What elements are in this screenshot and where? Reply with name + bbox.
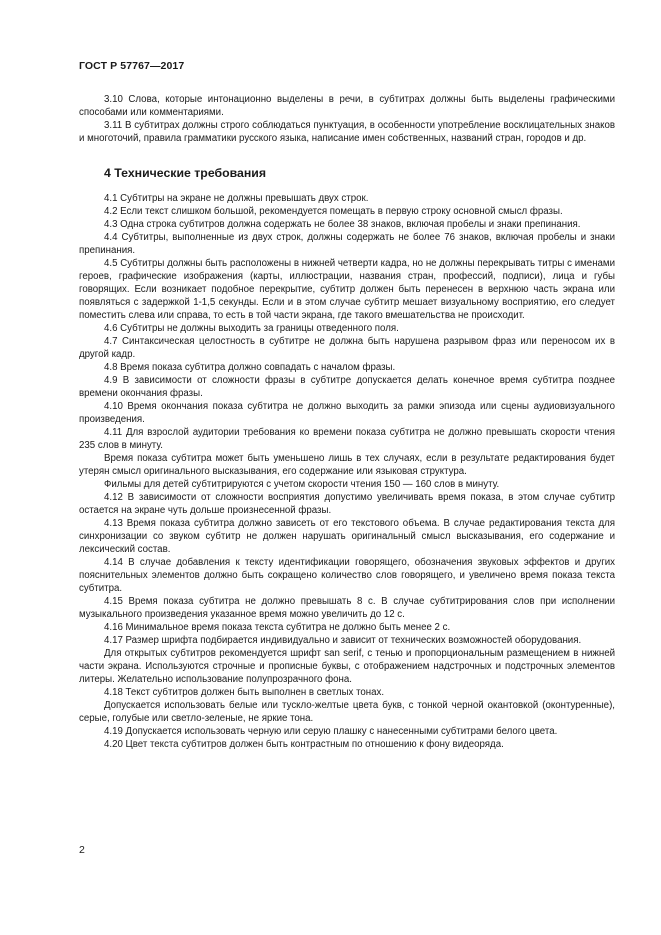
paragraph-4-1: 4.1 Субтитры на экране не должны превышать двух строк. bbox=[104, 193, 369, 204]
paragraph-4-18: 4.18 Текст субтитров должен быть выполнен в светлых тонах. bbox=[104, 687, 385, 698]
paragraph-4-20: 4.20 Цвет текста субтитров должен быть контрастным по отношению к фону видеоряда. bbox=[104, 739, 504, 750]
intro-block bbox=[79, 93, 615, 145]
paragraph-4-11-note-2: Фильмы для детей субтитрируются с учетом скорости чтения 150 — 160 слов в минуту. bbox=[104, 479, 500, 490]
paragraph-4-3: 4.3 Одна строка субтитров должна содержать не более 38 знаков, включая пробелы и знаки препинания. bbox=[104, 219, 581, 230]
paragraph-4-17-note: Для открытых субтитров рекомендуется шрифт san serif, с тенью и пропорциональным размещением в нижней части экрана. Используются строчные и прописные буквы, с отображением надстрочных и подстрочных элементов литеры. Желательно использование полупрозрачного фона. bbox=[79, 648, 615, 685]
page-body bbox=[79, 93, 615, 751]
page-number: 2 bbox=[79, 844, 85, 856]
paragraph-4-6: 4.6 Субтитры не должны выходить за границы отведенного поля. bbox=[104, 323, 399, 334]
paragraph-4-4: 4.4 Субтитры, выполненные из двух строк, должны содержать не более 76 знаков, включая пробелы и знаки препинания. bbox=[79, 232, 615, 256]
paragraph-4-11-note-1: Время показа субтитра может быть уменьшено лишь в тех случаях, если в результате редактирования будет утерян смысл оригинального высказывания, его содержание или языковая структура. bbox=[79, 453, 615, 477]
paragraph-3-11: 3.11 В субтитрах должны строго соблюдаться пунктуация, в особенности употребление восклицательных знаков и многоточий, правила грамматики русского языка, написание имен собственных, названий стран, городов и др. bbox=[79, 120, 615, 144]
paragraph-4-7: 4.7 Синтаксическая целостность в субтитре не должна быть нарушена разрывом фраз или переносом их в другой кадр. bbox=[79, 336, 615, 360]
paragraph-4-2: 4.2 Если текст слишком большой, рекомендуется помещать в первую строку основной смысл фразы. bbox=[104, 206, 563, 217]
paragraph-4-9: 4.9 В зависимости от сложности фразы в субтитре допускается делать конечное время субтитра позднее времени окончания фразы. bbox=[79, 375, 615, 399]
paragraph-4-12: 4.12 В зависимости от сложности восприятия допустимо увеличивать время показа, в этом случае субтитр остается на экране чуть дольше произнесенной фразы. bbox=[79, 492, 615, 516]
paragraph-4-19: 4.19 Допускается использовать черную или серую плашку с нанесенными субтитрами белого цвета. bbox=[104, 726, 558, 737]
paragraph-3-10: 3.10 Слова, которые интонационно выделены в речи, в субтитрах должны быть выделены графическими способами или комментариями. bbox=[79, 94, 615, 118]
paragraph-4-10: 4.10 Время окончания показа субтитра не должно выходить за рамки эпизода или сцены аудиовизуального произведения. bbox=[79, 401, 615, 425]
section-4-body bbox=[79, 192, 615, 751]
section-title: 4 Технические требования bbox=[104, 166, 266, 180]
document-code-header: ГОСТ Р 57767—2017 bbox=[79, 60, 185, 72]
paragraph-4-15: 4.15 Время показа субтитра не должно превышать 8 с. В случае субтитрирования слов при исполнении музыкального произведения указанное время можно увеличить до 12 с. bbox=[79, 596, 615, 620]
paragraph-4-14: 4.14 В случае добавления к тексту идентификации говорящего, обозначения звуковых эффектов и других пояснительных элементов должно быть сокращено количество слов говорящего, и увеличено время показа текста субтитра. bbox=[79, 557, 615, 594]
paragraph-4-13: 4.13 Время показа субтитра должно зависеть от его текстового объема. В случае редактирования текста для синхронизации со звуком субтитр не должен нарушать оригинальный смысл высказывания, его содержание и лексический состав. bbox=[79, 518, 615, 555]
paragraph-4-8: 4.8 Время показа субтитра должно совпадать с началом фразы. bbox=[104, 362, 396, 373]
paragraph-4-17: 4.17 Размер шрифта подбирается индивидуально и зависит от технических возможностей оборудования. bbox=[104, 635, 582, 646]
paragraph-4-5: 4.5 Субтитры должны быть расположены в нижней четверти кадра, но не должны перекрывать титры с именами героев, графические изображения (карты, иллюстрации, названия стран, профессий, подписи), лица и губы говорящих. Если возникает подобное перекрытие, субтитр должен быть перенесен в верхнюю часть экрана или появляться с задержкой 1-1,5 секунды. Если и в этом случае субтитр мешает визуальному восприятию, его следует поместить слева или справа, то есть в той части экрана, где такого вмешательства не происходит. bbox=[79, 258, 615, 321]
paragraph-4-16: 4.16 Минимальное время показа текста субтитра не должно быть менее 2 с. bbox=[104, 622, 451, 633]
paragraph-4-11: 4.11 Для взрослой аудитории требования ко времени показа субтитра не должно превышать скорости чтения 235 слов в минуту. bbox=[79, 427, 615, 451]
paragraph-4-18-note: Допускается использовать белые или тускло-желтые цвета букв, с тонкой черной окантовкой (оконтуренные), серые, голубые или светло-зеленые, не яркие тона. bbox=[79, 700, 615, 724]
